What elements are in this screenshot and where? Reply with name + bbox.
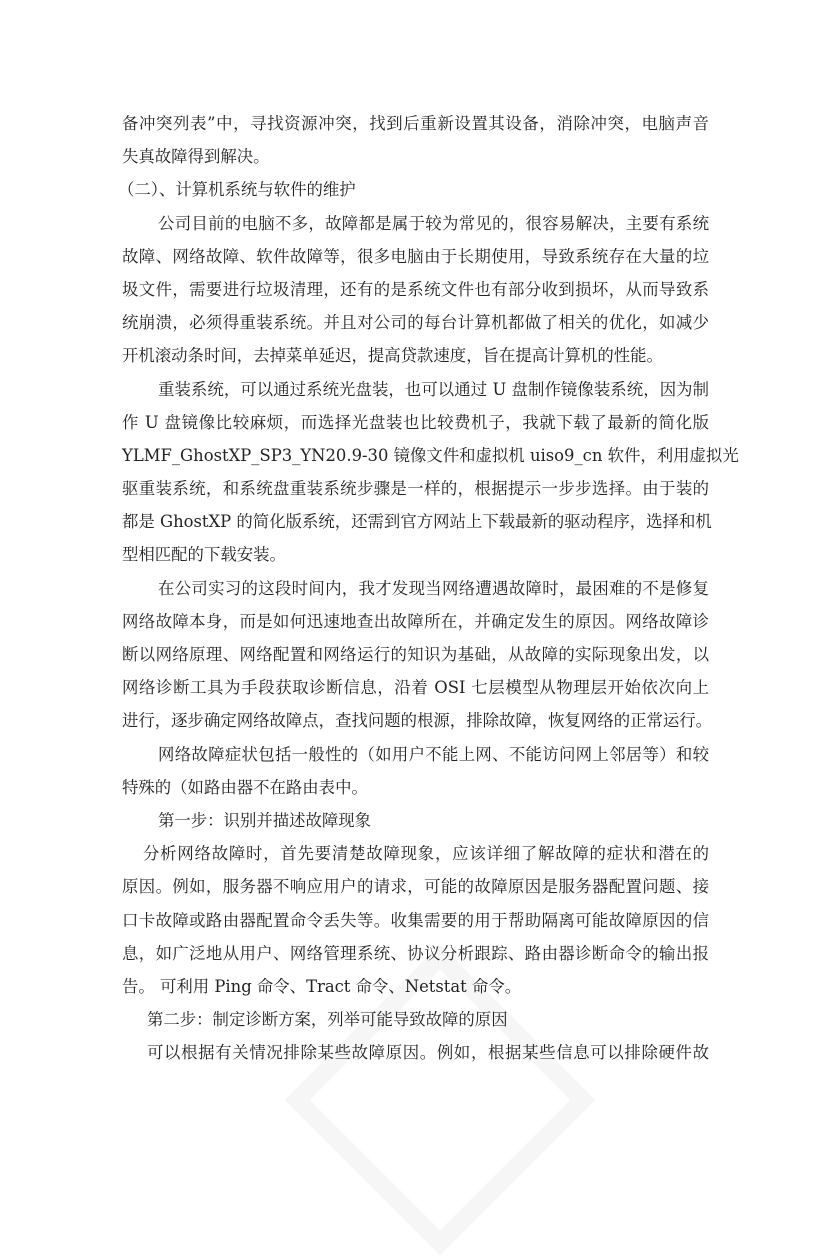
step-heading: 第二步：制定诊断方案，列举可能导致故障的原因 — [147, 1010, 508, 1030]
text-line: 重装系统，可以通过系统光盘装，也可以通过 U 盘制作镜像装系统，因为制 — [158, 379, 709, 399]
text-line: 进行，逐步确定网络故障点，查找问题的根源，排除故障，恢复网络的正常运行。 — [122, 711, 713, 731]
text-line: 告。 可利用 Ping 命令、Tract 命令、Netstat 命令。 — [122, 976, 522, 996]
section-heading: （二）、计算机系统与软件的维护 — [118, 180, 356, 200]
text-line: 开机滚动条时间，去掉菜单延迟，提高贷款速度，旨在提高计算机的性能。 — [122, 346, 663, 366]
text-line: 口卡故障或路由器配置命令丢失等。收集需要的用于帮助隔离可能故障原因的信 — [122, 910, 709, 930]
text-line: 失真故障得到解决。 — [122, 147, 270, 167]
text-line: 特殊的（如路由器不在路由表中。 — [122, 777, 368, 797]
text-line: 作 U 盘镜像比较麻烦，而选择光盘装也比较费机子，我就下载了最新的简化版 — [122, 412, 709, 432]
text-line: 原因。例如，服务器不响应用户的请求，可能的故障原因是服务器配置问题、接 — [122, 877, 709, 897]
text-line: 型相匹配的下载安装。 — [122, 545, 286, 565]
text-line: 网络诊断工具为手段获取诊断信息，沿着 OSI 七层模型从物理层开始依次向上 — [122, 678, 709, 698]
text-line: YLMF_GhostXP_SP3_YN20.9-30 镜像文件和虚拟机 uiso9_cn 软件，利用虚拟光 — [122, 445, 739, 465]
text-line: 网络故障症状包括一般性的（如用户不能上网、不能访问网上邻居等）和较 — [158, 744, 709, 764]
text-line: 驱重装系统，和系统盘重装系统步骤是一样的，根据提示一步步选择。由于装的 — [122, 479, 709, 499]
text-line: 分析网络故障时，首先要清楚故障现象，应该详细了解故障的症状和潜在的 — [143, 844, 709, 864]
text-line: 都是 GhostXP 的简化版系统，还需到官方网站上下载最新的驱动程序，选择和机 — [122, 512, 712, 532]
text-line: 统崩溃，必须得重装系统。并且对公司的每台计算机都做了相关的优化，如减少 — [122, 313, 709, 333]
text-line: 备冲突列表”中，寻找资源冲突，找到后重新设置其设备，消除冲突，电脑声音 — [122, 114, 709, 133]
text-line: 网络故障本身，而是如何迅速地查出故障所在，并确定发生的原因。网络故障诊 — [122, 611, 709, 631]
text-line: 在公司实习的这段时间内，我才发现当网络遭遇故障时，最困难的不是修复 — [158, 578, 709, 598]
text-line: 公司目前的电脑不多，故障都是属于较为常见的，很容易解决，主要有系统 — [158, 213, 709, 233]
document-body — [118, 107, 739, 1069]
text-line: 圾文件，需要进行垃圾清理，还有的是系统文件也有部分收到损坏，从而导致系 — [122, 279, 709, 299]
step-heading: 第一步：识别并描述故障现象 — [158, 810, 372, 830]
text-line: 故障、网络故障、软件故障等，很多电脑由于长期使用，导致系统存在大量的垃 — [122, 246, 709, 266]
text-line: 可以根据有关情况排除某些故障原因。例如，根据某些信息可以排除硬件故 — [147, 1043, 709, 1063]
text-line: 息，如广泛地从用户、网络管理系统、协议分析跟踪、路由器诊断命令的输出报 — [122, 943, 709, 963]
text-line: 断以网络原理、网络配置和网络运行的知识为基础，从故障的实际现象出发，以 — [122, 645, 709, 664]
